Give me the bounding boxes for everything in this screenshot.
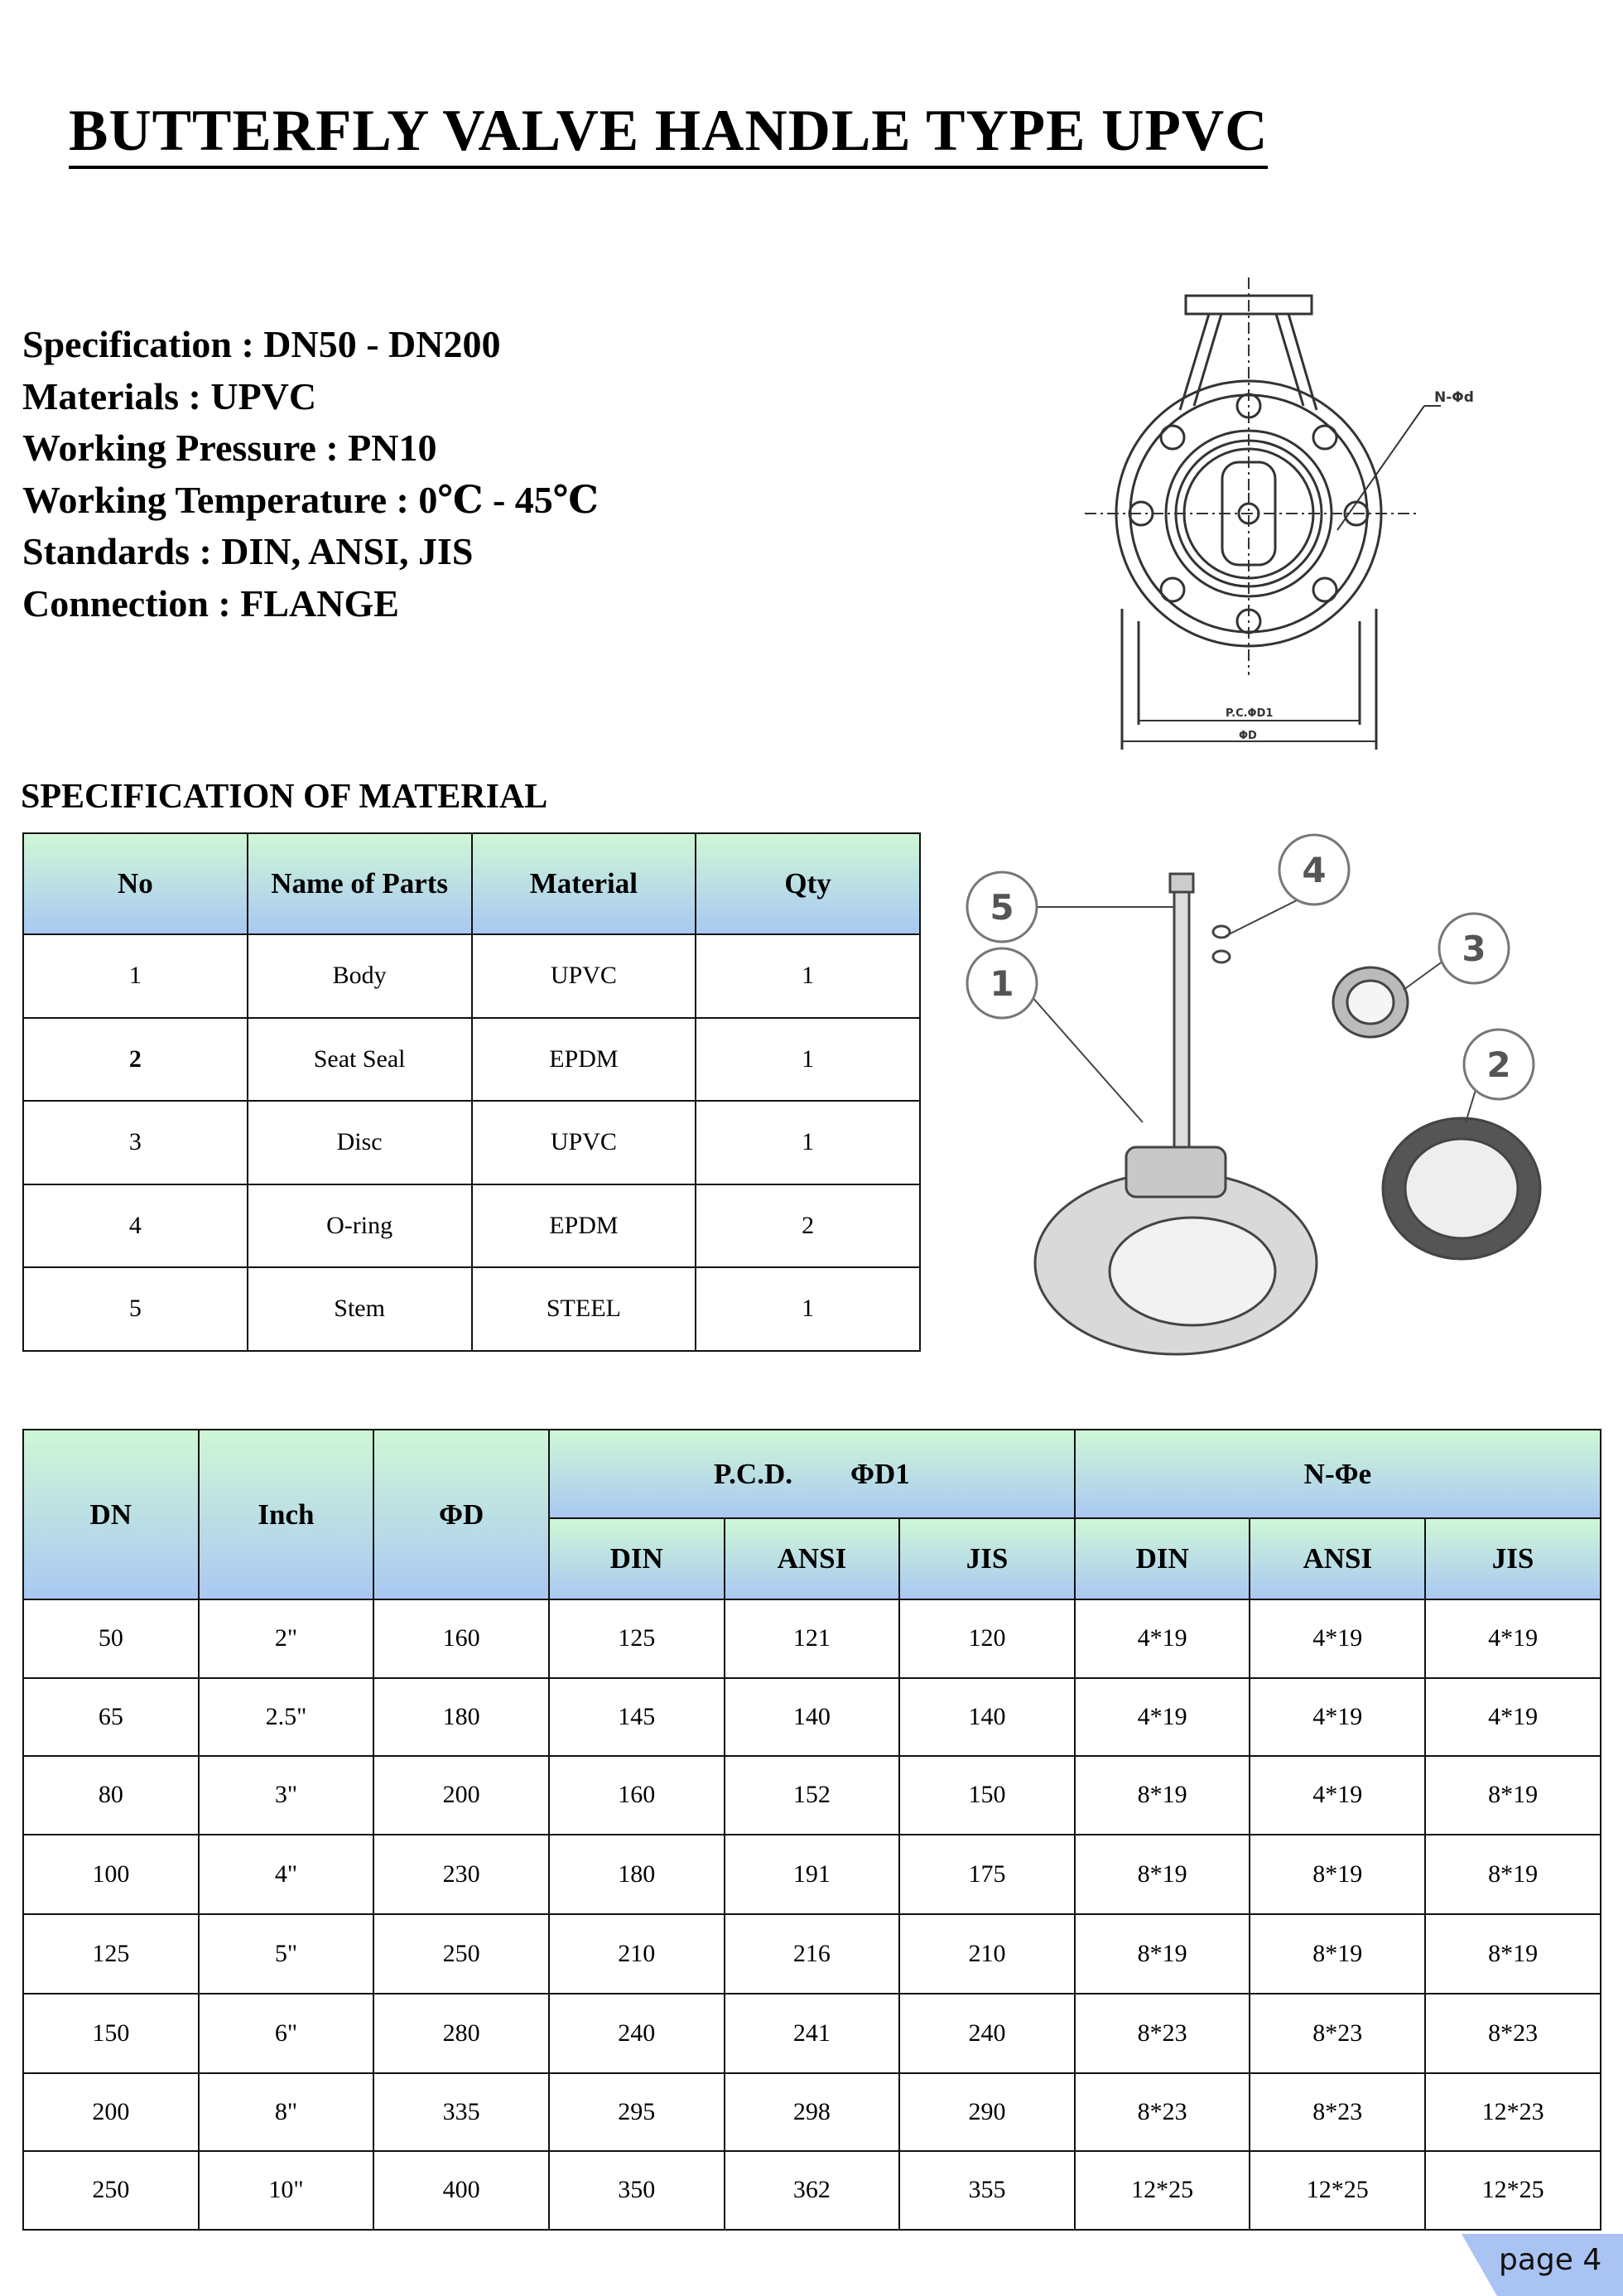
cell-holes-din: 8*19 (1075, 1914, 1250, 1994)
cell-inch: 4" (199, 1835, 374, 1914)
cell-pcd-ansi: 191 (725, 1835, 900, 1914)
material-section-title: SPECIFICATION OF MATERIAL (21, 778, 548, 816)
cell-pcd-ansi: 216 (725, 1914, 900, 1994)
cell-no: 5 (23, 1267, 248, 1351)
cell-inch: 2" (199, 1599, 374, 1678)
table-row (23, 2151, 1601, 2230)
dimension-table (22, 1429, 1601, 2231)
header-pcd-label: P.C.D. (714, 1457, 792, 1490)
cell-qty: 1 (696, 1267, 920, 1351)
cell-holes-din: 8*23 (1075, 2073, 1250, 2152)
table-row (23, 1835, 1601, 1914)
cell-pcd-din: 210 (549, 1914, 725, 1994)
callout-5: 5 (990, 887, 1014, 928)
dimension-table-header (23, 1430, 1601, 1518)
cell-holes-jis: 4*19 (1425, 1599, 1601, 1678)
cell-holes-ansi: 4*19 (1250, 1678, 1425, 1757)
cell-holes-din: 4*19 (1075, 1678, 1250, 1757)
material-table (22, 832, 921, 1352)
cell-pcd-jis: 355 (899, 2151, 1075, 2230)
cell-material: EPDM (472, 1184, 696, 1268)
page-title: BUTTERFLY VALVE HANDLE TYPE UPVC (69, 98, 1268, 169)
drawing-label-pcd: P.C.ΦD1 (1226, 707, 1274, 720)
table-row (23, 1756, 1601, 1835)
cell-dn: 65 (23, 1678, 199, 1757)
cell-holes-jis: 8*19 (1425, 1835, 1601, 1914)
cell-holes-jis: 12*23 (1425, 2073, 1601, 2152)
header-no: No (23, 833, 248, 934)
cell-pcd-ansi: 362 (725, 2151, 900, 2230)
cell-part: Stem (248, 1267, 472, 1351)
cell-dn: 80 (23, 1756, 199, 1835)
cell-dn: 100 (23, 1835, 199, 1914)
table-row (23, 1599, 1601, 1678)
cell-inch: 3" (199, 1756, 374, 1835)
header-pcd (549, 1430, 1075, 1518)
cell-holes-din: 8*19 (1075, 1756, 1250, 1835)
drawing-label-nod: N-Φd (1434, 389, 1474, 406)
cell-material: UPVC (472, 1101, 696, 1184)
cell-holes-jis: 8*23 (1425, 1994, 1601, 2073)
spec-working-pressure: Working Pressure : PN10 (22, 427, 437, 469)
cell-pcd-jis: 140 (899, 1678, 1075, 1757)
cell-holes-din: 8*19 (1075, 1835, 1250, 1914)
spec-specification: Specification : DN50 - DN200 (22, 323, 501, 365)
cell-holes-ansi: 4*19 (1250, 1756, 1425, 1835)
cell-pcd-din: 145 (549, 1678, 725, 1757)
subheader-holes-ansi: ANSI (1250, 1518, 1425, 1599)
spec-standards: Standards : DIN, ANSI, JIS (22, 530, 474, 572)
cell-od: 180 (373, 1678, 549, 1757)
cell-pcd-jis: 290 (899, 2073, 1075, 2152)
cell-od: 200 (373, 1756, 549, 1835)
valve-technical-drawing (1052, 244, 1499, 774)
cell-inch: 5" (199, 1914, 374, 1994)
cell-pcd-ansi: 152 (725, 1756, 900, 1835)
cell-inch: 10" (199, 2151, 374, 2230)
page-number: page 4 (1499, 2243, 1602, 2277)
header-dn: DN (23, 1430, 199, 1599)
table-row (23, 1018, 920, 1102)
cell-inch: 8" (199, 2073, 374, 2152)
cell-pcd-din: 350 (549, 2151, 725, 2230)
cell-holes-jis: 4*19 (1425, 1678, 1601, 1757)
cell-dn: 250 (23, 2151, 199, 2230)
cell-od: 160 (373, 1599, 549, 1678)
header-bolt-holes: N-Φe (1075, 1430, 1601, 1518)
cell-qty: 2 (696, 1184, 920, 1268)
cell-holes-ansi: 12*25 (1250, 2151, 1425, 2230)
cell-holes-jis: 8*19 (1425, 1914, 1601, 1994)
callout-1: 1 (990, 963, 1014, 1004)
cell-holes-ansi: 8*23 (1250, 1994, 1425, 2073)
drawing-label-od: ΦD (1239, 730, 1257, 742)
cell-pcd-din: 160 (549, 1756, 725, 1835)
cell-pcd-din: 240 (549, 1994, 725, 2073)
cell-od: 230 (373, 1835, 549, 1914)
table-row (23, 1914, 1601, 1994)
header-name-of-parts: Name of Parts (248, 833, 472, 934)
cell-dn: 50 (23, 1599, 199, 1678)
cell-holes-din: 12*25 (1075, 2151, 1250, 2230)
cell-part: Seat Seal (248, 1018, 472, 1102)
table-row (23, 934, 920, 1018)
spec-materials: Materials : UPVC (22, 374, 317, 417)
cell-no: 1 (23, 934, 248, 1018)
cell-holes-din: 4*19 (1075, 1599, 1250, 1678)
subheader-holes-din: DIN (1075, 1518, 1250, 1599)
callout-2: 2 (1486, 1044, 1511, 1085)
cell-holes-ansi: 8*19 (1250, 1914, 1425, 1994)
cell-dn: 150 (23, 1994, 199, 2073)
header-od: ΦD (373, 1430, 549, 1599)
cell-part: Disc (248, 1101, 472, 1184)
header-inch: Inch (199, 1430, 374, 1599)
cell-qty: 1 (696, 934, 920, 1018)
subheader-pcd-ansi: ANSI (725, 1518, 900, 1599)
cell-dn: 125 (23, 1914, 199, 1994)
table-row (23, 1267, 920, 1351)
cell-inch: 6" (199, 1994, 374, 2073)
cell-pcd-din: 295 (549, 2073, 725, 2152)
cell-qty: 1 (696, 1101, 920, 1184)
table-row (23, 1994, 1601, 2073)
cell-no: 3 (23, 1101, 248, 1184)
table-row (23, 1678, 1601, 1757)
cell-inch: 2.5" (199, 1678, 374, 1757)
cell-holes-jis: 8*19 (1425, 1756, 1601, 1835)
callout-4: 4 (1302, 850, 1327, 890)
cell-material: UPVC (472, 934, 696, 1018)
subheader-pcd-jis: JIS (899, 1518, 1075, 1599)
cell-pcd-din: 180 (549, 1835, 725, 1914)
cell-pcd-ansi: 241 (725, 1994, 900, 2073)
subheader-pcd-din: DIN (549, 1518, 725, 1599)
table-row (23, 1184, 920, 1268)
cell-od: 280 (373, 1994, 549, 2073)
spec-working-temperature: Working Temperature : 0℃ - 45℃ (22, 478, 599, 521)
exploded-parts-illustration (952, 824, 1565, 1363)
cell-pcd-ansi: 121 (725, 1599, 900, 1678)
cell-pcd-jis: 120 (899, 1599, 1075, 1678)
cell-material: STEEL (472, 1267, 696, 1351)
cell-part: O-ring (248, 1184, 472, 1268)
cell-pcd-ansi: 140 (725, 1678, 900, 1757)
cell-pcd-jis: 210 (899, 1914, 1075, 1994)
cell-od: 400 (373, 2151, 549, 2230)
header-pcd-symbol: ΦD1 (850, 1457, 910, 1490)
cell-pcd-jis: 175 (899, 1835, 1075, 1914)
cell-holes-din: 8*23 (1075, 1994, 1250, 2073)
subheader-holes-jis: JIS (1425, 1518, 1601, 1599)
callout-3: 3 (1462, 929, 1486, 969)
table-row (23, 2073, 1601, 2152)
header-material: Material (472, 833, 696, 934)
cell-holes-ansi: 8*23 (1250, 2073, 1425, 2152)
table-row (23, 1101, 920, 1184)
material-table-header (23, 833, 920, 934)
cell-no: 2 (23, 1018, 248, 1102)
cell-pcd-ansi: 298 (725, 2073, 900, 2152)
cell-dn: 200 (23, 2073, 199, 2152)
dimension-table-body (23, 1599, 1601, 2230)
cell-holes-ansi: 4*19 (1250, 1599, 1425, 1678)
header-qty: Qty (696, 833, 920, 934)
cell-pcd-jis: 240 (899, 1994, 1075, 2073)
cell-pcd-din: 125 (549, 1599, 725, 1678)
spec-list (22, 319, 599, 629)
cell-material: EPDM (472, 1018, 696, 1102)
spec-connection: Connection : FLANGE (22, 581, 399, 625)
cell-od: 335 (373, 2073, 549, 2152)
cell-qty: 1 (696, 1018, 920, 1102)
cell-pcd-jis: 150 (899, 1756, 1075, 1835)
cell-part: Body (248, 934, 472, 1018)
cell-no: 4 (23, 1184, 248, 1268)
cell-od: 250 (373, 1914, 549, 1994)
cell-holes-jis: 12*25 (1425, 2151, 1601, 2230)
cell-holes-ansi: 8*19 (1250, 1835, 1425, 1914)
